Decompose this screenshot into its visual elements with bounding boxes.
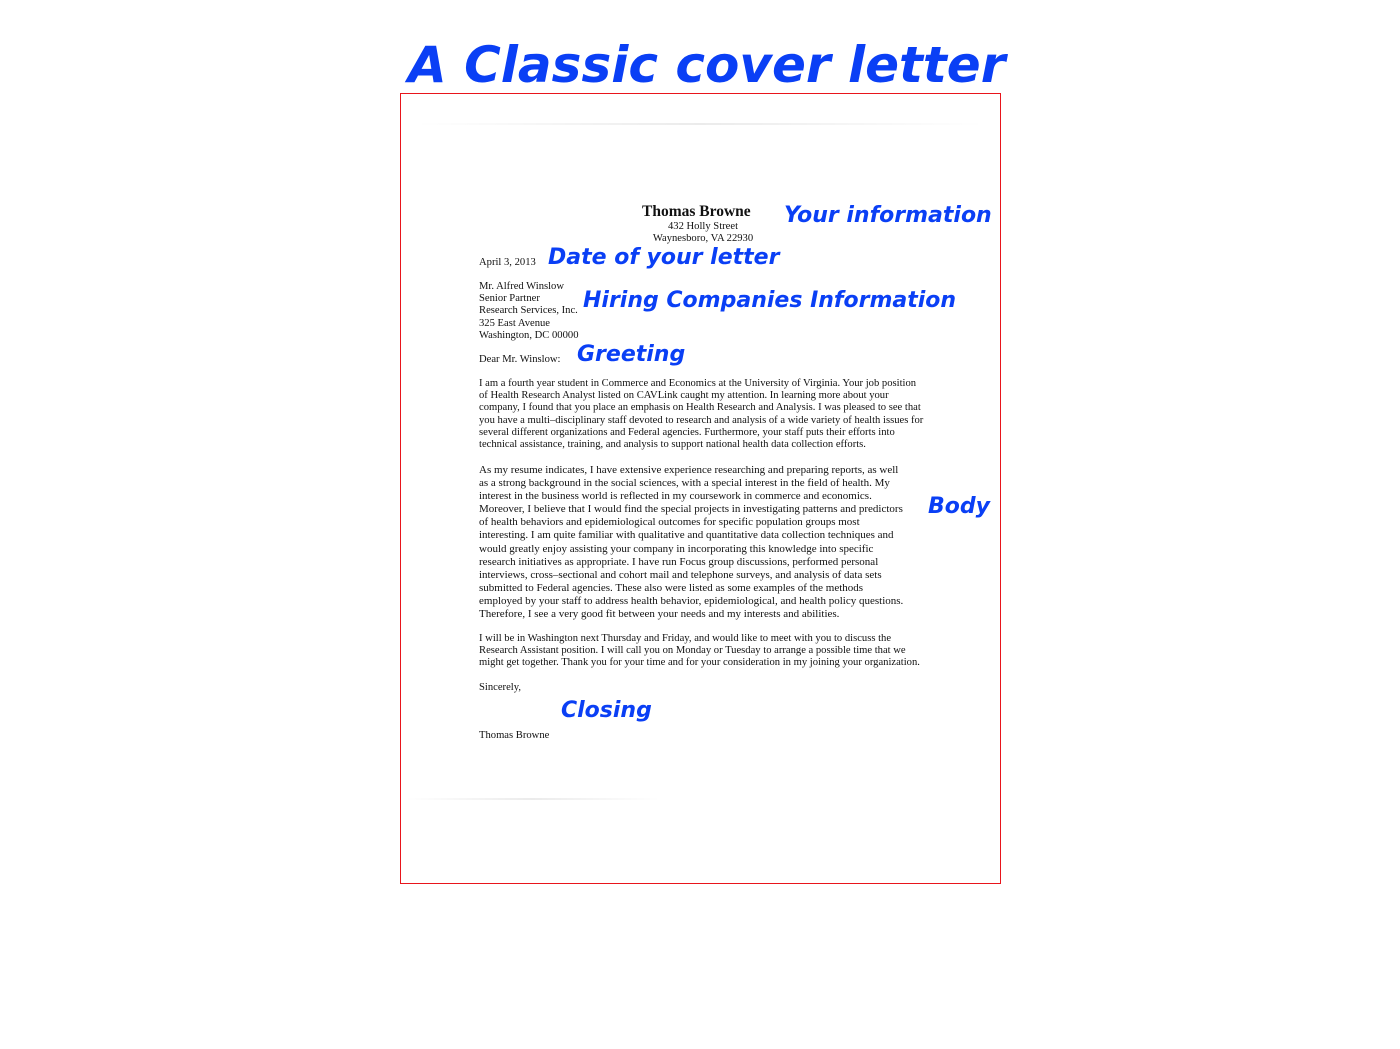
body-line: would greatly enjoy assisting your company in incorporating this knowledge into specific (479, 542, 874, 555)
body-line: I am a fourth year student in Commerce and Economics at the University of Virginia. Your job position (479, 378, 917, 389)
sender-city: Waynesboro, VA 22930 (652, 233, 754, 244)
body-line: as a strong background in the social sciences, with a special interest in the field of health. My (479, 477, 890, 490)
letter-signature: Thomas Browne (479, 730, 550, 741)
body-line: Research Assistant position. I will call you on Monday or Tuesday to arrange a possible time that we (479, 645, 906, 657)
letter-closing: Sincerely, (479, 682, 521, 693)
recipient-name: Mr. Alfred Winslow (479, 281, 565, 292)
sender-name: Thomas Browne (642, 203, 751, 220)
body-line: interest in the business world is reflected in my coursework in commerce and economics. (479, 490, 872, 503)
body-paragraph-3 (479, 633, 929, 670)
recipient-street: 325 East Avenue (479, 318, 551, 329)
body-line: of Health Research Analyst listed on CAVLink caught my attention. In learning more about your (479, 390, 889, 402)
body-line: interviews, cross–sectional and cohort mail and telephone surveys, and analysis of data sets (479, 568, 882, 581)
annotation-body: Body (928, 494, 990, 519)
letter-date: April 3, 2013 (479, 257, 536, 268)
body-line: company, I found that you place an emphasis on Health Research and Analysis. I was pleased to see that (479, 402, 921, 414)
recipient-company: Research Services, Inc. (479, 305, 578, 316)
body-paragraph-1 (479, 378, 929, 451)
body-line: you have a multi–disciplinary staff devoted to research and analysis of a wide variety of health issues for (479, 414, 924, 426)
body-line: several different organizations and Federal agencies. Furthermore, your staff puts their efforts into (479, 426, 895, 438)
body-paragraph-2 (479, 464, 929, 621)
annotation-greeting: Greeting (577, 342, 686, 367)
body-line: research initiatives as appropriate. I have run Focus group discussions, performed personal (479, 555, 879, 568)
recipient-city: Washington, DC 00000 (479, 330, 579, 341)
annotation-date: Date of your letter (548, 245, 780, 270)
annotation-your-information: Your information (784, 203, 992, 228)
page-title: A Classic cover letter (408, 36, 1006, 94)
body-line: interesting. I am quite familiar with qualitative and quantitative data collection techniques and (479, 529, 894, 542)
annotation-closing: Closing (561, 698, 652, 723)
letter-greeting: Dear Mr. Winslow: (479, 354, 561, 365)
recipient-title: Senior Partner (479, 293, 540, 304)
body-line: Therefore, I see a very good fit between your needs and my interests and abilities. (479, 608, 840, 621)
body-line: technical assistance, training, and analysis to support national health data collection efforts. (479, 439, 866, 451)
body-line: employed by your staff to address health behavior, epidemiological, and health policy questions. (479, 594, 904, 607)
body-line: submitted to Federal agencies. These also were listed as some examples of the methods (479, 581, 864, 594)
body-line: I will be in Washington next Thursday and Friday, and would like to meet with you to discuss the (479, 633, 892, 644)
scan-line-top (415, 123, 985, 125)
body-line: might get together. Thank you for your time and for your consideration in my joining your organization. (479, 657, 920, 669)
scan-line-bottom (405, 798, 660, 800)
body-line: As my resume indicates, I have extensive experience researching and preparing reports, as well (479, 464, 899, 476)
body-line: of health behaviors and epidemiological outcomes for specific population groups most (479, 516, 860, 529)
body-line: Moreover, I believe that I would find the special projects in investigating patterns and predictors (479, 503, 903, 516)
sender-street: 432 Holly Street (667, 221, 739, 232)
annotation-hiring-company: Hiring Companies Information (583, 288, 957, 313)
